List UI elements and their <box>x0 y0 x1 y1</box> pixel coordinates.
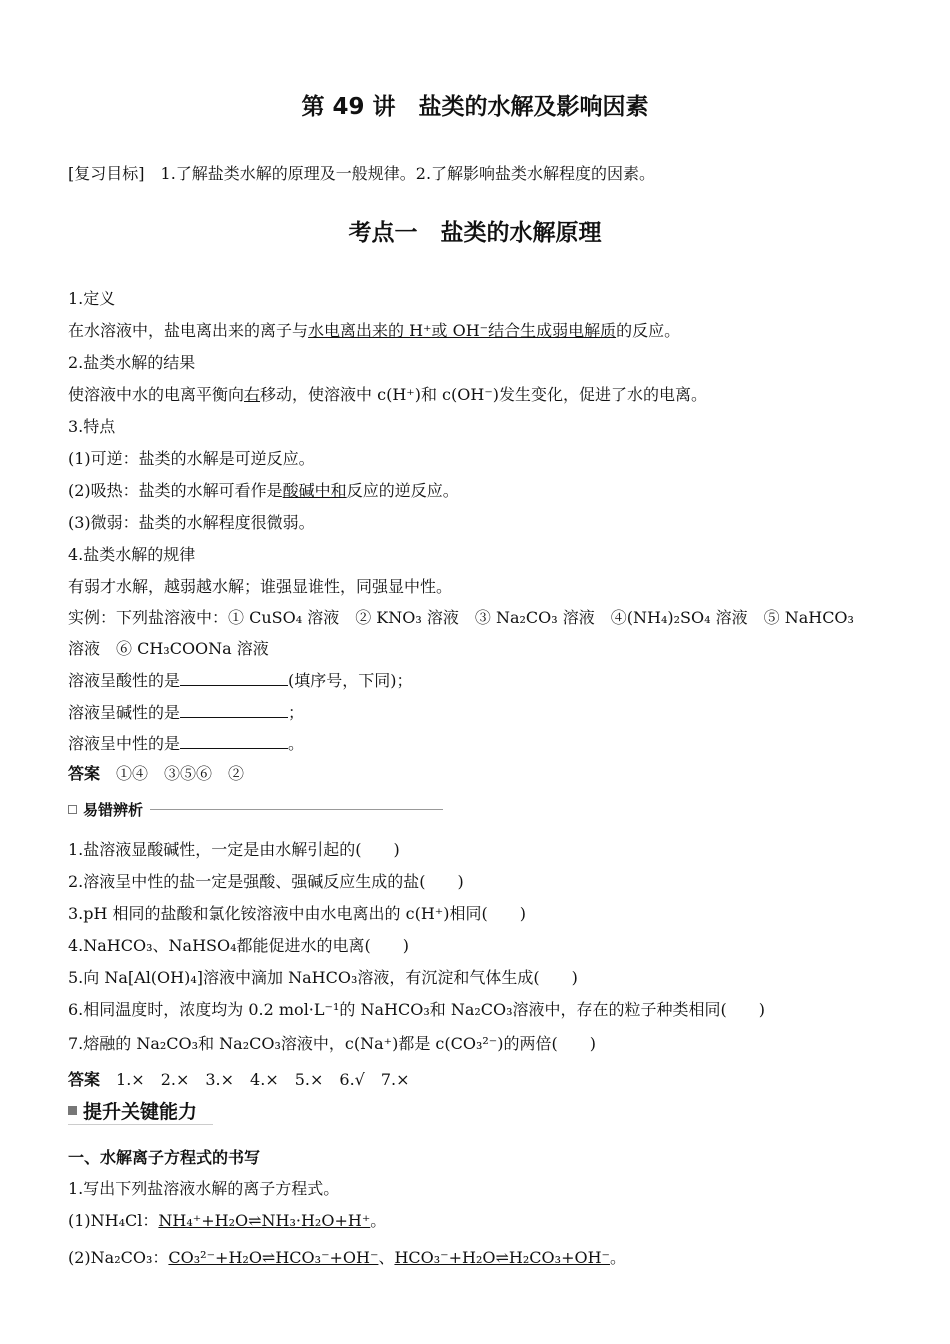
answer-label: 答案 <box>68 764 101 783</box>
ability-title: 提升关键能力 <box>83 1101 198 1123</box>
result-text-a: 使溶液中水的电离平衡向 <box>68 385 245 404</box>
error-analysis-title: 易错辨析 <box>83 801 144 819</box>
question-acidic-label: 溶液呈酸性的是 <box>68 671 181 690</box>
equation-2 <box>68 1247 626 1269</box>
square-icon <box>68 805 77 814</box>
example-line-1: 实例：下列盐溶液中：① CuSO₄ 溶液 ② KNO₃ 溶液 ③ Na₂CO₃ 溶液 ④(NH₄)₂SO₄ 溶液 ⑤ NaHCO₃ <box>68 608 854 627</box>
result-underlined: 右 <box>244 385 261 404</box>
rules-text: 有弱才水解，越弱越水解；谁强显谁性，同强显中性。 <box>68 577 453 596</box>
review-label: [复习目标] <box>68 164 145 183</box>
equation-2-label: (2)Na₂CO₃： <box>68 1248 169 1267</box>
divider <box>150 809 443 810</box>
error-analysis-item: 1.盐溶液显酸碱性，一定是由水解引起的( ) <box>68 840 400 859</box>
error-analysis-item: 4.NaHCO₃、NaHSO₄都能促进水的电离( ) <box>68 936 410 955</box>
error-analysis-item: 7.熔融的 Na₂CO₃和 Na₂CO₃溶液中，c(Na⁺)都是 c(CO₃²⁻)的两倍( ) <box>68 1034 596 1053</box>
feature-item-1: (1)可逆：盐类的水解是可逆反应。 <box>68 449 315 468</box>
error-analysis-answer <box>68 1069 410 1091</box>
error-analysis-item: 6.相同温度时，浓度均为 0.2 mol·L⁻¹的 NaHCO₃和 Na₂CO₃溶液中，存在的粒子种类相同( ) <box>68 1000 766 1019</box>
feature-item-2-underlined: 酸碱中和 <box>282 481 347 500</box>
equation-1 <box>68 1210 386 1232</box>
equation-2-separator: 、 <box>378 1248 395 1267</box>
error-analysis-item: 3.pH 相同的盐酸和氯化铵溶液中由水电离出的 c(H⁺)相同( ) <box>68 904 526 923</box>
question-neutral-tail: 。 <box>288 734 305 753</box>
feature-item-2-post: 反应的逆反应。 <box>346 481 459 500</box>
answer-blank[interactable] <box>180 703 288 718</box>
square-icon <box>68 1106 77 1115</box>
lecture-title: 第 49 讲 盐类的水解及影响因素 <box>301 94 649 120</box>
error-analysis-item: 2.溶液呈中性的盐一定是强酸、强碱反应生成的盐( ) <box>68 872 464 891</box>
question-basic-label: 溶液呈碱性的是 <box>68 703 181 722</box>
answer-label: 答案 <box>68 1070 101 1089</box>
definition-heading: 1.定义 <box>68 289 116 308</box>
example-line-2: 溶液 ⑥ CH₃COONa 溶液 <box>68 639 269 658</box>
rules-heading: 4.盐类水解的规律 <box>68 545 196 564</box>
question-acidic-tail: (填序号，下同)； <box>288 671 413 690</box>
result-text <box>68 384 707 406</box>
error-analysis-item: 5.向 Na[Al(OH)₄]溶液中滴加 NaHCO₃溶液，有沉淀和气体生成( ) <box>68 968 578 987</box>
answer-blank[interactable] <box>180 734 288 749</box>
rules-answer <box>68 763 244 785</box>
ability-intro: 1.写出下列盐溶液水解的离子方程式。 <box>68 1179 340 1198</box>
question-basic-tail: ； <box>288 703 305 722</box>
answer-blank[interactable] <box>180 671 288 686</box>
result-text-b: 移动，使溶液中 c(H⁺)和 c(OH⁻)发生变化，促进了水的电离。 <box>260 385 708 404</box>
feature-item-3: (3)微弱：盐类的水解程度很微弱。 <box>68 513 315 532</box>
definition-post: 的反应。 <box>616 321 681 340</box>
equation-1-label: (1)NH₄Cl： <box>68 1211 159 1230</box>
question-neutral-label: 溶液呈中性的是 <box>68 734 181 753</box>
definition-underlined: 水电离出来的 H⁺或 OH⁻结合生成弱电解质 <box>308 321 617 340</box>
equation-1-tail: 。 <box>370 1211 387 1230</box>
divider <box>68 1124 213 1125</box>
answer-text: ①④ ③⑤⑥ ② <box>116 764 245 783</box>
ability-banner <box>68 1097 197 1124</box>
equation-2b-answer: HCO₃⁻+H₂O⇌H₂CO₃+OH⁻ <box>394 1248 610 1267</box>
features-heading: 3.特点 <box>68 417 116 436</box>
review-goals <box>68 163 655 185</box>
error-analysis-banner <box>68 799 143 820</box>
review-text: 1.了解盐类水解的原理及一般规律。2.了解影响盐类水解程度的因素。 <box>160 164 656 183</box>
equation-2a-answer: CO₃²⁻+H₂O⇌HCO₃⁻+OH⁻ <box>168 1248 379 1267</box>
question-neutral <box>68 733 304 755</box>
ability-subheading: 一、水解离子方程式的书写 <box>68 1148 261 1167</box>
question-acidic <box>68 670 413 692</box>
section-title: 考点一 盐类的水解原理 <box>348 220 602 246</box>
equation-2-tail: 。 <box>609 1248 626 1267</box>
equation-1-answer: NH₄⁺+H₂O⇌NH₃·H₂O+H⁺ <box>158 1211 371 1230</box>
question-basic <box>68 702 304 724</box>
definition-pre: 在水溶液中，盐电离出来的离子与 <box>68 321 309 340</box>
feature-item-2-pre: (2)吸热：盐类的水解可看作是 <box>68 481 283 500</box>
answer-text: 1.× 2.× 3.× 4.× 5.× 6.√ 7.× <box>116 1070 410 1089</box>
result-heading: 2.盐类水解的结果 <box>68 353 196 372</box>
definition-text <box>68 320 680 342</box>
feature-item-2 <box>68 480 459 502</box>
